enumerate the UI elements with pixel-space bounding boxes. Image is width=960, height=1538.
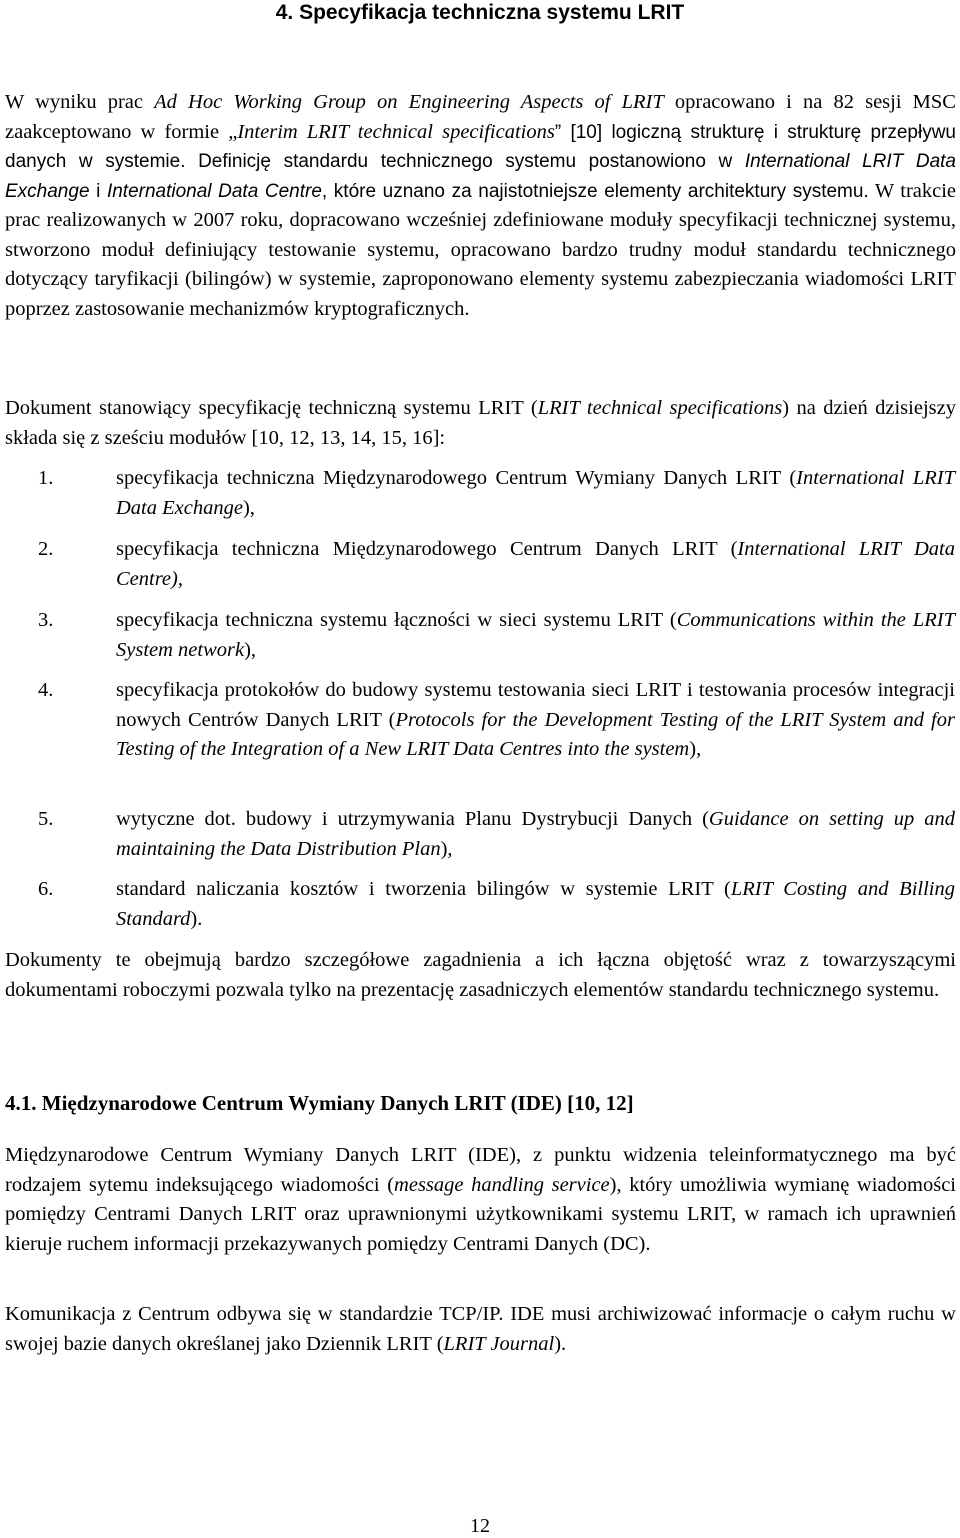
text-run: ) na dzień dzisiejszy składa się z sześciu modułów [10, 12, 13, 14, 15, 16]: <box>5 397 956 449</box>
text-run: ), <box>244 638 257 661</box>
list-text <box>116 535 955 594</box>
text-run-sans: ” [10] logiczną strukturę i strukturę przepływu danych w systemie. Definicję standardu technicznego systemu postanowiono w <box>5 121 956 172</box>
italic-run: LRIT Costing and Billing Standard <box>116 878 955 930</box>
paragraph-communication <box>5 1300 956 1359</box>
list-text <box>116 606 955 665</box>
italic-run: message handling service <box>394 1173 610 1196</box>
text-run-sans: i <box>89 180 107 202</box>
text-run: ). <box>190 907 203 930</box>
text-run: Dokument stanowiący specyfikację techniczną systemu LRIT ( <box>5 397 538 419</box>
italic-run: LRIT Journal <box>443 1332 555 1355</box>
chapter-heading: 4. Specyfikacja techniczna systemu LRIT <box>275 1 685 24</box>
italic-run: International LRIT Data Centre), <box>116 538 955 590</box>
text-run: Międzynarodowe Centrum Wymiany Danych LRIT (IDE), z punktu widzenia teleinformatycznego ma być rodzajem sytemu indeksującego wiadomości ( <box>5 1144 956 1196</box>
list-text <box>116 805 955 864</box>
italic-run: Communications within the LRIT System network <box>116 609 955 661</box>
text-run: ), <box>440 837 453 860</box>
italic-run: Interim LRIT technical specifications <box>237 120 555 143</box>
list-number: 5. <box>38 808 54 830</box>
italic-run: Guidance on setting up and maintaining the Data Distribution Plan <box>116 808 955 860</box>
list-text <box>116 676 955 765</box>
list-text <box>116 875 955 934</box>
paragraph-ide-description <box>5 1141 956 1259</box>
text-run: ). <box>554 1332 567 1355</box>
text-run: ), <box>242 496 255 519</box>
text-run: specyfikacja techniczna systemu łączności w sieci systemu LRIT ( <box>116 609 677 631</box>
italic-run: International LRIT Data Exchange <box>116 467 955 519</box>
text-run: standard naliczania kosztów i tworzenia bilingów w systemie LRIT ( <box>116 878 731 900</box>
list-number: 4. <box>38 679 54 701</box>
paragraph-intro <box>5 88 956 324</box>
italic-run: Protocols for the Development Testing of the LRIT System and for Testing of the Integration of a New LRIT Data Centres into the system <box>116 708 955 760</box>
text-run: ), <box>689 738 702 760</box>
text-run: W trakcie prac realizowanych w 2007 roku, dopracowano wcześniej zdefiniowane moduły specyfikacji technicznej systemu, stworzono moduł definiujący testowanie systemu, opracowano bardzo trudny moduł standardu technicznego dotyczący taryfikacji (bilingów) w systemie, zaproponowano elementy systemu zabezpieczania wiadomości LRIT poprzez zastosowanie mechanizmów kryptograficznych. <box>5 179 957 320</box>
list-number: 6. <box>38 878 54 900</box>
text-run: Komunikacja z Centrum odbywa się w standardzie TCP/IP. IDE musi archiwizować informacje o całym ruchu w swojej bazie danych określanej jako Dziennik LRIT ( <box>5 1303 956 1355</box>
text-run: opracowano i na 82 sesji MSC zaakceptowano w formie „ <box>5 91 956 143</box>
text-run: ), który umożliwia wymianę wiadomości pomiędzy Centrami Danych LRIT oraz uprawnionymi użytkownikami systemu LRIT, w ramach ich uprawnień kieruje ruchem informacji przekazywanych pomiędzy Centrami Danych (DC). <box>5 1173 957 1255</box>
text-run: W wyniku prac <box>5 91 155 113</box>
italic-run-sans: International LRIT Data Exchange <box>5 151 956 202</box>
list-number: 3. <box>38 609 54 631</box>
section-heading: 4.1. Międzynarodowe Centrum Wymiany Danych LRIT (IDE) [10, 12] <box>5 1091 634 1115</box>
italic-run: LRIT technical specifications <box>537 397 783 419</box>
list-text <box>116 464 955 523</box>
text-run: specyfikacja protokołów do budowy systemu testowania sieci LRIT i testowania procesów integracji nowych Centrów Danych LRIT ( <box>116 679 955 731</box>
italic-run: Ad Hoc Working Group on Engineering Aspects of LRIT <box>154 91 664 113</box>
paragraph-summary: Dokumenty te obejmują bardzo szczegółowe zagadnienia a ich łączna objętość wraz z towarzyszącymi dokumentami roboczymi pozwala tylko na prezentację zasadniczych elementów standardu technicznego systemu. <box>5 949 956 1001</box>
text-run: specyfikacja techniczna Międzynarodowego Centrum Danych LRIT ( <box>116 538 738 560</box>
text-run: specyfikacja techniczna Międzynarodowego Centrum Wymiany Danych LRIT ( <box>116 467 797 489</box>
page-number: 12 <box>470 1515 490 1537</box>
paragraph-document-modules <box>5 394 956 453</box>
text-run: wytyczne dot. budowy i utrzymywania Planu Dystrybucji Danych ( <box>116 808 709 830</box>
list-number: 2. <box>38 538 54 560</box>
italic-run-sans: International Data Centre <box>106 180 322 202</box>
list-number: 1. <box>38 467 54 489</box>
text-run-sans: , które uznano za najistotniejsze elementy architektury systemu. <box>321 180 869 202</box>
